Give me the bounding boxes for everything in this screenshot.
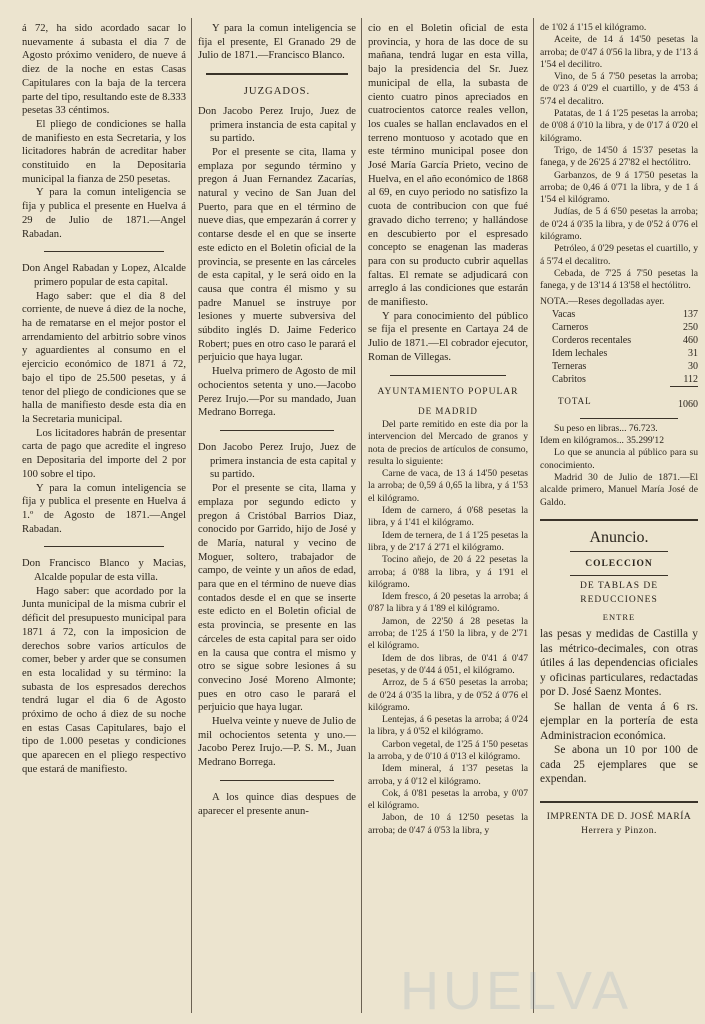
paragraph: Se hallan de venta á 6 rs. ejemplar en la portería de esta Administracion económica. (540, 700, 698, 742)
paragraph: Y para la comun inteligencia se fija el presente, El Granado 29 de Julio de 1871.—Francisco Blanco. (198, 23, 356, 62)
paragraph: A los quince dias despues de aparecer el presente anun- (198, 791, 356, 817)
price-item: Idem de carnero, á 0'68 pesetas la libra, y á 1'41 el kilógramo. (368, 505, 528, 529)
table-cell: Carneros (552, 322, 589, 334)
column-1 (22, 22, 186, 1012)
paragraph: á 72, ha sido acordado sacar lo nuevamente á subasta el dia 7 de Agosto próximo venidero, de nueve á diez de la noche en estas Casas Capitulares con la baja de la tercera parte del tipo, resultando este de 8.333 pesetas 33 céntimos. (22, 23, 186, 117)
price-item: Cok, á 0'81 pesetas la arroba, y 0'07 el kilógramo. (368, 787, 528, 812)
paragraph: Y para conocimiento del público se fija el presente en Cartaya 24 de Julio de 1871.—El cobrador ejecutor, Roman de Villegas. (368, 310, 528, 363)
table-row (540, 387, 698, 414)
paragraph: Se abona un 10 por 100 de cada 25 ejemplares que se expendan. (540, 744, 698, 786)
separator (570, 575, 668, 576)
section-heading: AYUNTAMIENTO POPULAR (377, 386, 519, 397)
column-rule (191, 18, 192, 1013)
price-item: Lentejas, á 6 pesetas la arroba; á 0'24 la libra, y á 0'52 el kilógramo. (368, 714, 528, 738)
table-cell: 250 (683, 322, 698, 334)
edict-title: Don Angel Rabadan y Lopez, Alcalde primero popular de esta capital. (22, 263, 186, 288)
price-list (540, 22, 698, 293)
paragraph: Huelva veinte y nueve de Julio de mil ochocientos setenta y uno.—Jacobo Perez Irujo.—P. S. M., Juan Medrano Borrega. (198, 716, 356, 769)
imprenta-footer: IMPRENTA DE D. JOSÉ MARÍA Herrera y Pinzon. (546, 811, 692, 836)
price-item: Jamon, de 22'50 á 28 pesetas la arroba; de 1'25 á 1'50 la libra, y de 2'71 el kilógramo. (368, 615, 528, 652)
price-item: Idem de dos libras, de 0'41 á 0'47 pesetas, y de 0'44 á 051, el kilógramo. (368, 652, 528, 676)
table-row (540, 360, 698, 373)
table-cell: 31 (688, 348, 698, 360)
price-item: Patatas, de 1 á 1'25 pesetas la arroba; de 0'08 á 0'10 la libra, y de 0'17 á 0'20 el kilógramo. (540, 108, 698, 144)
separator (390, 375, 506, 376)
anuncio-heading: Anuncio. (589, 528, 649, 546)
separator (220, 780, 334, 781)
paragraph: Idem en kilógramos... 35.299'12 (540, 435, 665, 447)
edict-title: Don Jacobo Perez Irujo, Juez de primera instancia de esta capital y su partido. (198, 105, 356, 145)
price-item: Idem mineral, á 1'37 pesetas la arroba, y á 0'12 el kilógramo. (368, 763, 528, 787)
library-watermark: HUELVA (400, 961, 633, 1021)
edict-title: Don Francisco Blanco y Macias, Alcalde popular de esta villa. (22, 558, 186, 584)
paragraph: Por el presente se cita, llama y emplaza por segundo término y pregon á Juan Fernandez Zacarías, natural y vecino de San Juan del Puerto, para que en el término de nueve dias, que empezarán á correr y contarse desde el en que se inserte este edicto en el Boletin oficial de la provincia, se presente en las cárceles de esta capital, y le será oido en la causa que contra él mismo y su padre Manuel se instruye por lesiones y muerte subversiva del súbdito inglés D. Jaime Federico Robert; pues en otro caso le parará el perjuicio que haya lugar. (198, 146, 356, 364)
separator (44, 546, 164, 547)
paragraph: El pliego de condiciones se halla de manifiesto en esta Secretaria, y los licitadores habrán de acreditar haber constituido en la Depositaria municipal la fianza de 250 pesetas. (22, 118, 186, 185)
section-heading: JUZGADOS. (243, 86, 311, 98)
paragraph: Madrid 30 de Julio de 1871.—El alcalde primero, Manuel María José de Galdo. (540, 471, 698, 508)
paragraph: Del parte remitido en este dia por la intervencion del Mercado de granos y nota de precios de artículos de consumo, resulta lo siguiente: (368, 418, 528, 467)
paragraph: Huelva primero de Agosto de mil ochocientos setenta y uno.—Jacobo Perez Irujo.—Por su mandado, Juan Medrano Borrega. (198, 366, 356, 419)
price-item: Idem de ternera, de 1 á 1'25 pesetas la libra, y de 2'17 á 2'71 el kilógramo. (368, 529, 528, 553)
ad-heading: COLECCION (585, 558, 653, 569)
paragraph: Lo que se anuncia al público para su conocimiento. (540, 447, 698, 471)
section-subheading: DE MADRID (418, 406, 478, 417)
column-2 (198, 22, 356, 1012)
price-item: Vino, de 5 á 7'50 pesetas la arroba; de 0'23 á 0'29 el cuartillo, y de 4'53 á 5'74 el decalitro. (540, 71, 698, 107)
nota-label: NOTA.—Reses degolladas ayer. (540, 295, 665, 307)
reses-table (540, 308, 698, 414)
table-row (540, 321, 698, 334)
price-item: Idem fresco, á 20 pesetas la arroba; á 0'87 la libra y á 1'89 el kilógramo. (368, 591, 528, 615)
table-cell: Corderos recentales (552, 335, 632, 347)
price-item: Garbanzos, de 9 á 17'50 pesetas la arroba; de 0,46 á 0'71 la libra, y de 1 á 1'54 el kilógramo. (540, 169, 698, 206)
price-item: Cebada, de 7'25 á 7'50 pesetas la fanega, y de 13'14 á 13'58 el hectólitro. (540, 267, 698, 292)
separator (44, 251, 164, 252)
column-rule (533, 18, 534, 1013)
paragraph: Hago saber: que el dia 8 del corriente, de nueve á diez de la noche, ha de rematarse en el mejor postor el arrendamiento del arbitrio sobre vinos y aguardientes al consumo en el ejercicio económico de 1871 á 72, bajo el tipo de 25.500 pesetas, y á tenor del pliego de condiciones que se halla de manifiesto desde esta dia en la Secretaria municipal. (22, 290, 186, 425)
separator (220, 430, 334, 431)
price-list (368, 419, 528, 837)
paragraph: las pesas y medidas de Castilla y las métrico-decimales, con otras útiles á las dependencias oficiales y oficinas particulares, redactadas por D. José Saenz Montes. (540, 628, 698, 699)
table-cell: Terneras (552, 361, 587, 373)
paragraph: Y para la comun inteligencia se fija y publica el presente en Huelva á 29 de Julio de 1871.—Angel Rabadan. (22, 187, 186, 240)
separator (540, 519, 698, 521)
price-item: Tocino añejo, de 20 á 22 pesetas la arroba; á 0'88 la libra, y á 1'91 el kilógramo. (368, 554, 528, 590)
table-row (540, 347, 698, 360)
paragraph: Los licitadores habrán de presentar carta de pago que acredite el ingreso en Depositaria del importe del 2 por 100 sobre el tipo. (22, 427, 186, 480)
ad-subheading: DE TABLAS DE REDUCCIONES (579, 581, 659, 605)
table-cell: Cabritos (552, 374, 586, 386)
price-item: Jabon, de 10 á 12'50 pesetas la arroba; de 0'47 á 0'53 la libra, y (368, 812, 528, 836)
total-label: TOTAL (558, 395, 592, 406)
price-item: Trigo, de 14'50 á 15'37 pesetas la fanega, y de 26'25 á 27'82 el hectólitro. (540, 144, 698, 169)
table-row (540, 334, 698, 347)
total-value: 1060 (670, 387, 698, 414)
separator (580, 418, 678, 419)
paragraph: cio en el Boletin oficial de esta provincia, y hora de las doce de su mañana, tendrá lugar en esta villa, bajo la presidencia del Sr. Juez municipal de ella, la subasta de ciento cuatro pinos apreciados en cuatrocientos catorce reales vellon, los cuales se hallan enclavados en el terreno montuoso y acotado que en este término municipal posee don José María García Prieto, vecino de Huelva, en el año económico de 1868 al 69, en cuyo periodo no satisfizo la cuota de contribucion con que fué gravado dicho terreno; y hallándose en descubierto por el espresado concepto se enagenan las maderas para con su producto cubrir aquellas faltas. El remate se adjudicará con arreglo á las condiciones que estarán de manifiesto. (368, 23, 528, 309)
price-item: Judías, de 5 á 6'50 pesetas la arroba; de 0'24 á 0'35 la libra, y de 0'52 á 0'76 el kilógramo. (540, 206, 698, 243)
column-rule (361, 18, 362, 1013)
table-cell: 112 (683, 374, 698, 386)
paragraph: Y para la comun inteligencia se fija y publica el presente en Huelva á 1.º de Agosto de 1871.—Angel Rabadan. (22, 482, 186, 535)
table-cell: Idem lechales (552, 348, 608, 360)
paragraph: Su peso en libras... 76.723. (554, 422, 658, 434)
separator (570, 551, 668, 552)
price-item: Petróleo, á 0'29 pesetas el cuartillo, y á 5'74 el decalitro. (540, 243, 698, 267)
ad-subheading: ENTRE (602, 611, 636, 622)
column-4 (540, 22, 698, 1012)
table-row (540, 373, 698, 387)
column-3 (368, 22, 528, 1012)
price-item: Arroz, de 5 á 6'50 pesetas la arroba; de 0'24 á 0'35 la libra, y de 0'52 á 0'76 el kilógramo. (368, 677, 528, 713)
price-item: Carne de vaca, de 13 á 14'50 pesetas la arroba; de 0,59 á 0,65 la libra, y á 1'53 el kilógramo. (368, 468, 528, 504)
table-cell: 30 (688, 361, 698, 373)
price-item: Carbon vegetal, de 1'25 á 1'50 pesetas la arroba, y de 0'10 á 0'13 el kilógramo. (368, 738, 528, 762)
table-cell: 460 (683, 335, 698, 347)
table-cell: Vacas (552, 309, 576, 321)
paragraph: Por el presente se cita, llama y emplaza por segundo edicto y pregon á Cristóbal Barrios Diaz, conocido por Garrido, hijo de José y de María, natural y vecino de Moguer, soltero, trabajador de campo, de veinte y un años de edad, para que en el término de nueve dias contados desde el en que se inserte este edicto en el Boletin oficial de esta provincia, se presente en las cárceles de esta capital para ser oido en la causa que contra el mismo y otro se sigue sobre lesiones á su convecino José Moreno Almonte; pues en otro caso le parará el perjuicio que haya lugar. (198, 483, 356, 714)
table-row (540, 308, 698, 321)
edict-title: Don Jacobo Perez Irujo, Juez de primera instancia de esta capital y su partido. (198, 441, 356, 481)
separator (206, 73, 348, 75)
price-item: de 1'02 á 1'15 el kilógramo. (540, 22, 647, 33)
table-cell: 137 (683, 309, 698, 321)
paragraph: Hago saber: que acordado por la Junta municipal de la misma cubrir el déficit del presupuesto municipal para 1871 á 72, con la imposicion de derechos sobre varios artículos de comer, beber y arder que se consumen en esta localidad y su término: la subasta de los espresados derechos tendrá lugar el dia 6 de Agosto próximo de ocho á diez de su noche en estas Casas Capitulares, bajo el tipo de 1.000 pesetas y condiciones que aparecen en el pliego respectivo que estará de manifiesto. (22, 585, 186, 775)
price-item: Aceite, de 14 á 14'50 pesetas la arroba; de 0'47 á 0'56 la libra, y de 1'13 á 1'54 el decilitro. (540, 34, 698, 70)
separator (540, 801, 698, 803)
